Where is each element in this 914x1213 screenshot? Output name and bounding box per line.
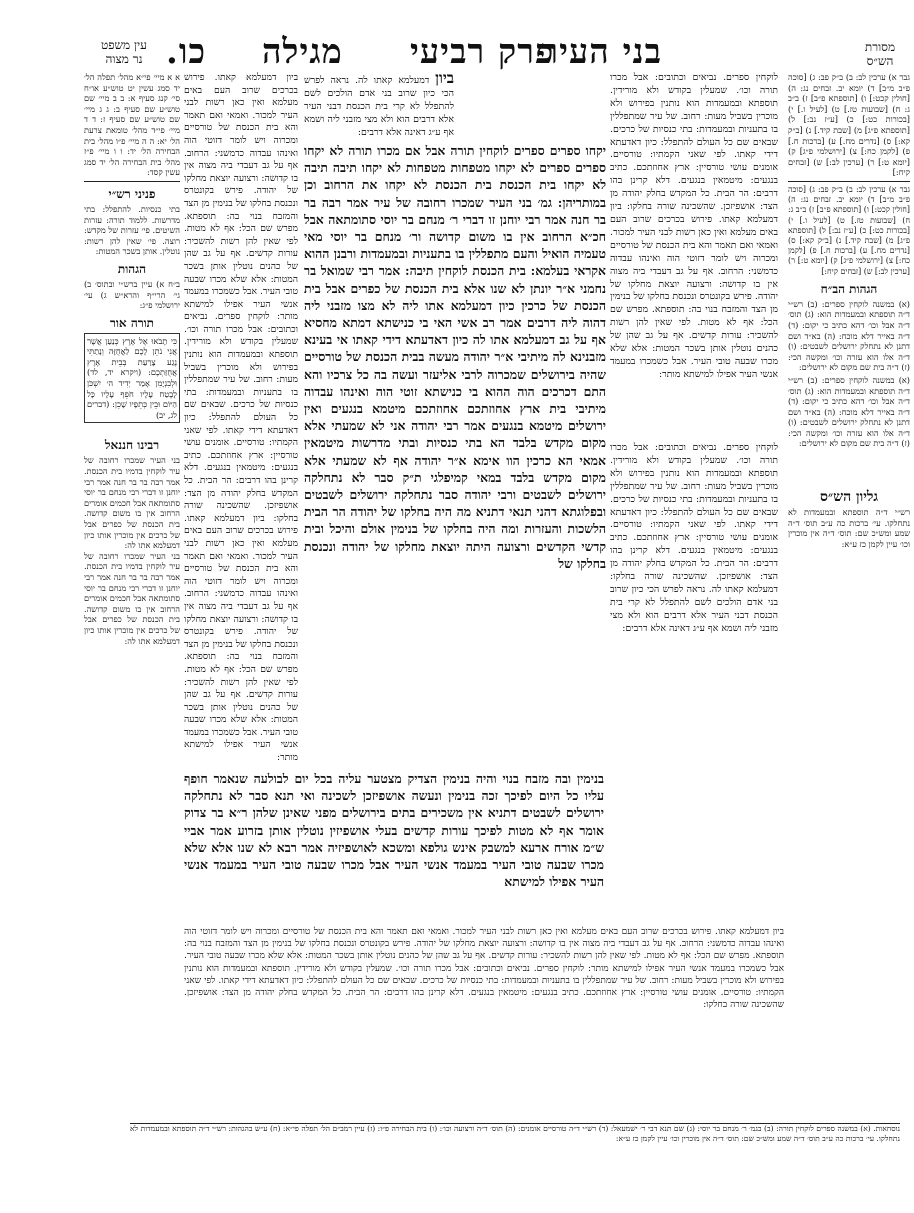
- ein-mishpat-text: א א מיי׳ פי״א מהל׳ תפלה הל׳ יד סמג עשין יט טוש״ע או״ח סי׳ קנג סעיף א: ב ב מיי׳ שם טוש״ע שם סעיף ב: ג ג מיי׳ שם טוש״ע שם סעיף ז: ד ד מיי׳ פי״ד מהל׳ טומאת צרעת הל׳ יא: ה ה מיי׳ פ״ו מהל׳ בית הבחירה הל׳ יד: ו ו מיי׳ פ״ז מהל׳ בית הבחירה הל׳ יד סמג עשין קסד:: [84, 72, 180, 178]
- gemara-section-3: בנימין ובה מזבח בנוי והיה בנימין הצדיק מצטער עליה בכל יום לבולעה שנאמר חופף עליו כל היום לפיכך זכה בנימין ונעשה אושפיזכן לשכינה ואי תנא סבר לא נתחלקה ירושלים לשבטים דתניא אין משכירים בתים בירושלים מפני שאינן שלהן ר״א בר צדוק אומר אף לא מטות לפיכך עורות קדשים בעלי אושפיזין נוטלין אותן בזרוע אמר אביי ש״מ אורח ארעא למשבק אינש גולפא ומשכא לאושפיזיה אמר רבא לא שנו אלא שלא מכרו שבעה טובי העיר במעמד אנשי העיר אבל מכרו שבעה טובי העיר במעמד אנשי העיר אפילו למישתא: [184, 771, 604, 890]
- footnotes: [130, 1124, 900, 1202]
- gilyon-hashas-title: גליון הש״ס: [819, 489, 879, 506]
- gemara-top-commentary: [304, 72, 454, 140]
- footnotes-text: נוסחאות. (א) במשנה ספרים לוקחין תורה: (ב) בגמ׳ ר׳ מנחם בר יוסי: (ג) שם תנא דבי ר׳ ישמעאל: (ד) רש״י ד״ה טורסיים אומנים: (ה) תוס׳ ד״ה ורצועה וכו׳: (ו) בית הבחירה פ״ו: (ז) עיין רמב״ם הל׳ תפלה פי״א: (ח) ע״ש בהגהות:: [228, 1124, 900, 1133]
- tractate-title: מגילה: [262, 32, 343, 72]
- haggahot-habach-text: (א) במשנה לוקחין ספרים: (ב) רש״י ד״ה תוספתא ובמעמדות הוא: (ג) תוס׳ ד״ה אבל וכו׳ דהא כתיב כי יקום: (ד) ד״ה באייר דלא מוכח: (ה) בא״ד ושם דתנן לא נתחלק ירושלים לשבטים: (ו) ד״ה אלו הוא עזרה וכו׳ ומקשה הכי: (ז) ד״ה בית שם מקום לא ירושלים:: [788, 298, 910, 373]
- gemara-main-column: [304, 142, 606, 767]
- rashi-commentary-lower: [610, 442, 778, 767]
- ner-mitzvah-label: נר מצוה: [105, 52, 143, 66]
- rabbenu-chananel-title: רבינו חננאל: [104, 438, 160, 453]
- gemara-top-text: דמעלמא קאתו לה. נראה לפרש הכי כיון שרוב בני אדם הולכים לשם להתפלל לא קרי בית הכנסת דבני העיר אלא דרבים הוא ולא מצי מזבני ליה ושמא אף ע״ג דאינה אלא דרבים:: [304, 75, 454, 138]
- ein-mishpat-title: [92, 38, 156, 66]
- penine-rashi-text: בתי כנסיות. להתפלל: בתי מדרשות. ללמוד תורה: עזרות השיטים. פי׳ עזרות של מקדש: רוצה. פי׳ שאין להן רשות: נוטלין. אותן בשכר המטות:: [84, 203, 180, 257]
- rashi-commentary: [610, 72, 778, 442]
- ein-mishpat-label: עין משפט: [101, 38, 147, 52]
- torah-or-title: תורה אור: [109, 315, 155, 330]
- haggahot-habach-title: הגהות הב״ח: [820, 281, 878, 296]
- rashi-text: לוקחין ספרים. נביאים וכתובים: אבל מכרו תורה וכו׳. שמעלין בקודש ולא מורידין. תוספתא ובמעמדות הוא נותנין בפירוש ולא מוכרין בשביל מעות: רחוב. של עיר שמתפללין בו בתעניות ובמעמדות: בתי כנסיות של כרכים. שבאים שם כל העולם להתפלל: כיון דאדעתא דידי קאתו. לפי שאני הקמתיו: טורסיים. אומנים עושי טורסיין: ארץ אחוזתכם. כתיב בנגעים: מיטמאין בנגעים. דלא קרינן בהו דרבים: הר הבית. כל המקדש בחלק יהודה מן הצד: אושפיזכן. שהשכינה שורה בחלקו:: [610, 72, 778, 213]
- header-main-right: בני העיר: [541, 32, 662, 72]
- tosafot-text-more: ביון דמעלמא קאתו. פירוש בכרכים שרוב העם באים מעלמא ואין כאן רשות לבני העיר למכור. ואמאי ואם תאמר והא בית הכנסת של טורסיים ומכרוה ויש לומר דזוטי הוה ואינהו עבדוה כדמשני: הרחוב. אף על גב דעבדי ביה מצוה אין בו קדושה: ורצועה יוצאת מחלקו של יהודה. פירש בקונטרס ונכנסת בחלקו של בנימין מן הצד והמזבח בנוי בה: תוספתא. מפרש שם הכל: אף לא מטות. לפי שאין להן רשות להשכיר: עורות קדשים. אף על גב שהן של כהנים נוטלין אותן בשכר המטות: אלא שלא מכרו שבעה טובי העיר. אבל כשמכרו במעמד אנשי העיר אפילו למישתא מותר:: [184, 512, 298, 764]
- masoret-hashas-text: גבר א) ערכין לב: ב) ב״ק פב: ג) [סוכה פ״ב מ״ב] ד) יומא יב. זבחים נג: ה) [חולין קכט:] ו) [תוספתא פ״ב] ז) ב״ב ג: ח) [שבועות טז.] ט) [לעיל ו.] י) [בכורות כט:] כ) [ע״ז נב:] ל) [תוספתא פ״ג] מ) [שבת קיד.] נ) [ב״ק קא:] ס) [נדרים מח.] ע) [ברכות ח.] פ) [לקמן כח:] צ) [ירושלמי פ״ג] ק) [יומא ט:] ר) [ערכין לב:] ש) [זבחים קיח:]: [788, 72, 910, 178]
- haggahot-habach-more: [788, 375, 910, 449]
- rabbenu-chananel-repeat: בני העיר שמכרו רחובה של עיר לוקחין בדמיו בית הכנסת. אמר רבה בר בר חנה אמר רבי יוחנן זו דברי רבי מנחם בר יוסי סתומתאה אבל חכמים אומרים הרחוב אין בו משום קדושה. בית הכנסת של כפרים אבל של כרכים אין מוכרין אותו כיון דמעלמא אתו לה:: [84, 550, 180, 646]
- haggahot-title: הגהות: [117, 261, 147, 276]
- gilyon-hashas-text: רש״י ד״ה תוספתא ובמעמדות לא נתחלקו. עי׳ ברכות כה ע״ב תוס׳ ד״ה שמע ומש״כ שם: תוס׳ ד״ה אין מוכרין וכו׳ עיין לקמן כז ע״א:: [788, 507, 910, 549]
- rabbenu-chananel-text: בני העיר שמכרו רחובה של עיר לוקחין בדמיו בית הכנסת. אמר רבה בר בר חנה אמר רבי יוחנן זו דברי רבי מנחם בר יוסי סתומתאה אבל חכמים אומרים הרחוב אין בו משום קדושה. בית הכנסת של כפרים אבל של כרכים אין מוכרין אותו כיון דמעלמא אתו לה:: [84, 455, 180, 551]
- bottom-commentary: [184, 926, 784, 1116]
- masoret-continued: [788, 185, 910, 277]
- haggahot-text: ב״ח א) עיין ברש״י ובתוס׳ ב) גי׳ הרי״ף והרא״ש ג) עי׳ ירושלמי פ״ג:: [84, 278, 180, 311]
- gemara-wide-block: [184, 770, 604, 920]
- chapter-title: פרק רביעי: [410, 32, 555, 72]
- rabbenu-chananel-more: [84, 551, 180, 646]
- divider: [84, 181, 180, 182]
- gemara-section-2: בית הכנסת לוקחין תיבה: אמר רבי שמואל בר נחמני א״ר יונתן לא שנו אלא בית הכנסת של כפרים אבל בית הכנסת של כרכין כיון דמעלמא אתו ליה לא מצו מזבני ליה דהוה ליה דרבים אמר רב אשי האי בי כנישתא דמתא מחסיא אף על גב דמעלמא אתו לה כיון דאדעתא דידי קאתו אי בעינא מזבנינא לה מיתיבי א״ר יהודה מעשה בבית הכנסת של טורסיים שהיה בירושלים שמכרוה לרבי אליעזר ועשה בה כל צרכיו והא התם דכרכים הוה ההוא בי כנישתא זוטי הוה ואינהו עבדוה מיתיבי בית ארץ אחוזתכם אחוזתכם מיטמא בנגעים ואין ירושלים מיטמא בנגעים אמר רבי יהודה אני לא שמעתי אלא מקום מקדש בלבד הא בתי כנסיות ובתי מדרשות מיטמאין אמאי הא כרכין הוו אימא א״ר יהודה אף לא שמעתי אלא מקום מקדש בלבד במאי קמיפלגי ת״ק סבר לא נתחלקה ירושלים לשבטים ורבי יהודה סבר נתחלקה ירושלים לשבטים ובפלוגתא דהני תנאי דתניא מה היה בחלקו של יהודה הר הבית הלשכות והעזרות ומה היה בחלקו של בנימין אולם והיכל ובית קדשי הקדשים ורצועה היתה יוצאת מחלקו של יהודה ונכנסת בחלקו של: [304, 263, 606, 571]
- gemara-section-1: יקחו ספרים ספרים לוקחין תורה אבל אם מכרו תורה לא יקחו ספרים ספרים לא יקחו מטפחות מטפחות לא יקחו תיבה תיבה לא יקחו בית הכנסת בית הכנסת לא יקחו את הרחוב וכן במותריהן: גמ׳ בני העיר שמכרו רחובה של עיר אמר רבה בר בר חנה אמר רבי יוחנן זו דברי ר׳ מנחם בר יוסי סתומתאה אבל חכ״א הרחוב אין בו משום קדושה ור׳ מנחם בר יוסי מאי טעמיה הואיל והעם מתפללין בו בתעניות ובמעמדות ורבנן ההוא אקראי בעלמא:: [304, 143, 606, 279]
- masoret-title: מסורת הש״ס: [864, 40, 896, 68]
- bottom-rashi: לוקחין ספרים. נביאים וכתובים: אבל מכרו תורה וכו׳. שמעלין בקודש ולא מורידין. תוספתא ובמעמדות הוא נותנין בפירוש ולא מוכרין בשביל מעות: רחוב. של עיר שמתפללין בו בתעניות ובמעמדות: בתי כנסיות של כרכים. שבאים שם כל העולם להתפלל: כיון דאדעתא דידי קאתו. לפי שאני הקמתיו: טורסיים. אומנים עושי טורסיין: ארץ אחוזתכם. כתיב בנגעים: מיטמאין בנגעים. דלא קרינן בהו דרבים: הר הבית. כל המקדש בחלק יהודה מן הצד: אושפיזכן. שהשכינה שורה בחלקו:: [184, 963, 784, 1011]
- rashi-lower-text: לוקחין ספרים. נביאים וכתובים: אבל מכרו תורה וכו׳. שמעלין בקודש ולא מורידין. תוספתא ובמעמדות הוא נותנין בפירוש ולא מוכרין בשביל מעות: רחוב. של עיר שמתפללין בו בתעניות ובמעמדות: בתי כנסיות של כרכים. שבאים שם כל העולם להתפלל: כיון דאדעתא דידי קאתו. לפי שאני הקמתיו: טורסיים. אומנים עושי טורסיין: ארץ אחוזתכם. כתיב בנגעים: מיטמאין בנגעים. דלא קרינן בהו דרבים: הר הבית. כל המקדש בחלק יהודה מן הצד: אושפיזכן. שהשכינה שורה בחלקו:: [610, 442, 778, 583]
- gemara-incipit: ביון: [435, 72, 454, 87]
- torah-or-text: כִּי תָבֹאוּ אֶל אֶרֶץ כְּנַעַן אֲשֶׁר אֲנִי נֹתֵן לָכֶם לַאֲחֻזָּה וְנָתַתִּי נֶגַע צָרַעַת בְּבֵית אֶרֶץ אֲחֻזַּתְכֶם: (ויקרא יד, לד) וּלְבִנְיָמִן אָמַר יְדִיד ה׳ יִשְׁכֹּן לָבֶטַח עָלָיו חֹפֵף עָלָיו כָּל הַיּוֹם וּבֵין כְּתֵפָיו שָׁכֵן: (דברים לג, יב): [84, 333, 180, 424]
- folio-number: כו.: [166, 32, 207, 72]
- footnotes-text-cont: רש״י ד״ה תוספתא ובמעמדות לא נתחלקו. עי׳ ברכות כה ע״ב תוס׳ ד״ה שמע ומש״כ שם: תוס׳ ד״ה אין מוכרין וכו׳ עיין לקמן כז ע״א:: [130, 1124, 900, 1143]
- tosafot-commentary: [184, 72, 298, 767]
- masoret-column: [788, 72, 910, 1072]
- haggahot-habach-repeat: (א) במשנה לוקחין ספרים: (ב) רש״י ד״ה תוספתא ובמעמדות הוא: (ג) תוס׳ ד״ה אבל וכו׳ דהא כתיב כי יקום: (ד) ד״ה באייר דלא מוכח: (ה) בא״ד ושם דתנן לא נתחלק ירושלים לשבטים: (ו) ד״ה אלו הוא עזרה וכו׳ ומקשה הכי: (ז) ד״ה בית שם מקום לא ירושלים:: [788, 374, 910, 449]
- rashi-text-cont: ביון דמעלמא קאתו. פירוש בכרכים שרוב העם באים מעלמא ואין כאן רשות לבני העיר למכור. ואמאי ואם תאמר והא בית הכנסת של טורסיים ומכרוה ויש לומר דזוטי הוה ואינהו עבדוה כדמשני: הרחוב. אף על גב דעבדי ביה מצוה אין בו קדושה: ורצועה יוצאת מחלקו של יהודה. פירש בקונטרס ונכנסת בחלקו של בנימין מן הצד והמזבח בנוי בה: תוספתא. מפרש שם הכל: אף לא מטות. לפי שאין להן רשות להשכיר: עורות קדשים. אף על גב שהן של כהנים נוטלין אותן בשכר המטות: אלא שלא מכרו שבעה טובי העיר. אבל כשמכרו במעמד אנשי העיר אפילו למישתא מותר:: [610, 201, 778, 380]
- tosafot-text-cont: לוקחין ספרים. נביאים וכתובים: אבל מכרו תורה וכו׳. שמעלין בקודש ולא מורידין. תוספתא ובמעמדות הוא נותנין בפירוש ולא מוכרין בשביל מעות: רחוב. של עיר שמתפללין בו בתעניות ובמעמדות: בתי כנסיות של כרכים. שבאים שם כל העולם להתפלל: כיון דאדעתא דידי קאתו. לפי שאני הקמתיו: טורסיים. אומנים עושי טורסיין: ארץ אחוזתכם. כתיב בנגעים: מיטמאין בנגעים. דלא קרינן בהו דרבים: הר הבית. כל המקדש בחלק יהודה מן הצד: אושפיזכן. שהשכינה שורה בחלקו:: [184, 311, 298, 524]
- masoret-hashas-repeat: גבר א) ערכין לב: ב) ב״ק פב: ג) [סוכה פ״ב מ״ב] ד) יומא יב. זבחים נג: ה) [חולין קכט:] ו) [תוספתא פ״ב] ז) ב״ב ג: ח) [שבועות טז.] ט) [לעיל ו.] י) [בכורות כט:] כ) [ע״ז נב:] ל) [תוספתא פ״ג] מ) [שבת קיד.] נ) [ב״ק קא:] ס) [נדרים מח.] ע) [ברכות ח.] פ) [לקמן כח:] צ) [ירושלמי פ״ג] ק) [יומא ט:] ר) [ערכין לב:] ש) [זבחים קיח:]: [788, 184, 910, 276]
- bottom-tosafot: ביון דמעלמא קאתו. פירוש בכרכים שרוב העם באים מעלמא ואין כאן רשות לבני העיר למכור. ואמאי ואם תאמר והא בית הכנסת של טורסיים ומכרוה ויש לומר דזוטי הוה ואינהו עבדוה כדמשני: הרחוב. אף על גב דעבדי ביה מצוה אין בו קדושה: ורצועה יוצאת מחלקו של יהודה. פירש בקונטרס ונכנסת בחלקו של בנימין מן הצד והמזבח בנוי בה: תוספתא. מפרש שם הכל: אף לא מטות. לפי שאין להן רשות להשכיר: עורות קדשים. אף על גב שהן של כהנים נוטלין אותן בשכר המטות: אלא שלא מכרו שבעה טובי העיר. אבל כשמכרו במעמד אנשי העיר אפילו למישתא מותר:: [184, 927, 784, 974]
- tosafot-text: ביון דמעלמא קאתו. פירוש בכרכים שרוב העם באים מעלמא ואין כאן רשות לבני העיר למכור. ואמאי ואם תאמר והא בית הכנסת של טורסיים ומכרוה ויש לומר דזוטי הוה ואינהו עבדוה כדמשני: הרחוב. אף על גב דעבדי ביה מצוה אין בו קדושה: ורצועה יוצאת מחלקו של יהודה. פירש בקונטרס ונכנסת בחלקו של בנימין מן הצד והמזבח בנוי בה: תוספתא. מפרש שם הכל: אף לא מטות. לפי שאין להן רשות להשכיר: עורות קדשים. אף על גב שהן של כהנים נוטלין אותן בשכר המטות: אלא שלא מכרו שבעה טובי העיר. אבל כשמכרו במעמד אנשי העיר אפילו למישתא מותר:: [184, 72, 298, 323]
- penine-rashi-title: פניני רש״י: [108, 186, 156, 201]
- rashi-lower-cont: דמעלמא קאתו לה. נראה לפרש הכי כיון שרוב בני אדם הולכים לשם להתפלל לא קרי בית הכנסת דבני העיר אלא דרבים הוא ולא מצי מזבני ליה ושמא אף ע״ג דאינה אלא דרבים:: [610, 583, 778, 634]
- left-margin-column: [84, 72, 180, 1122]
- divider: [788, 181, 910, 182]
